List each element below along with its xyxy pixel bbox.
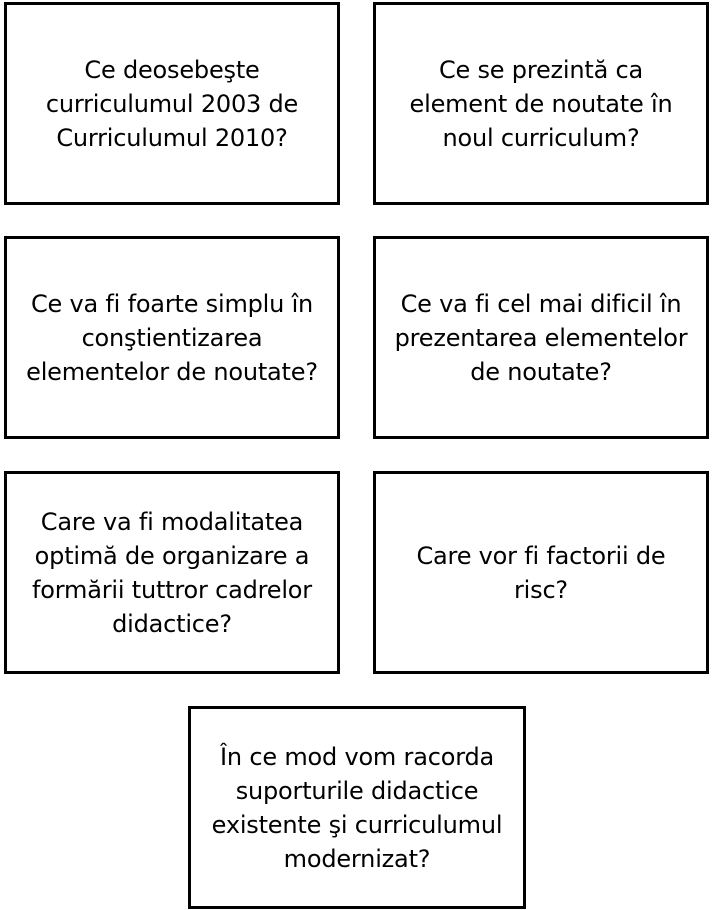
question-line: Ce se prezintă ca	[438, 55, 644, 84]
question-text	[32, 505, 312, 641]
question-line: noul curriculum?	[442, 123, 640, 152]
question-line: formării tuttror cadrelor	[32, 575, 312, 604]
question-text	[46, 53, 298, 155]
question-line: conştientizarea	[81, 323, 263, 352]
question-line: elementelor de noutate?	[26, 357, 318, 386]
question-line: Ce deosebeşte	[84, 55, 260, 84]
question-card-risk-factors	[373, 471, 709, 674]
question-card-simple-awareness	[4, 236, 340, 439]
question-line: În ce mod vom racorda	[220, 742, 494, 771]
question-line: Curriculumul 2010?	[56, 123, 288, 152]
question-text	[26, 287, 318, 389]
question-card-training-organization	[4, 471, 340, 674]
question-line: suporturile didactice	[235, 776, 479, 805]
question-line: Care va fi modalitatea	[40, 507, 304, 536]
question-line: curriculumul 2003 de	[45, 89, 299, 118]
question-line: prezentarea elementelor	[394, 323, 688, 352]
question-line: Care vor fi factorii de	[416, 541, 666, 570]
question-line: optimă de organizare a	[34, 541, 310, 570]
question-card-didactic-supports	[188, 706, 526, 909]
question-card-curriculum-differences	[4, 2, 340, 205]
question-line: didactice?	[112, 609, 232, 638]
question-text	[212, 740, 503, 876]
question-line: Ce va fi foarte simplu în	[30, 289, 314, 318]
question-text	[416, 539, 665, 607]
question-line: existente şi curriculumul	[211, 810, 503, 839]
question-text	[410, 53, 673, 155]
question-line: element de noutate în	[409, 89, 673, 118]
question-line: risc?	[514, 575, 568, 604]
question-text	[395, 287, 688, 389]
question-line: Ce va fi cel mai dificil în	[400, 289, 682, 318]
question-line: modernizat?	[283, 844, 431, 873]
question-card-novelty-element	[373, 2, 709, 205]
question-line: de noutate?	[470, 357, 612, 386]
question-card-most-difficult	[373, 236, 709, 439]
